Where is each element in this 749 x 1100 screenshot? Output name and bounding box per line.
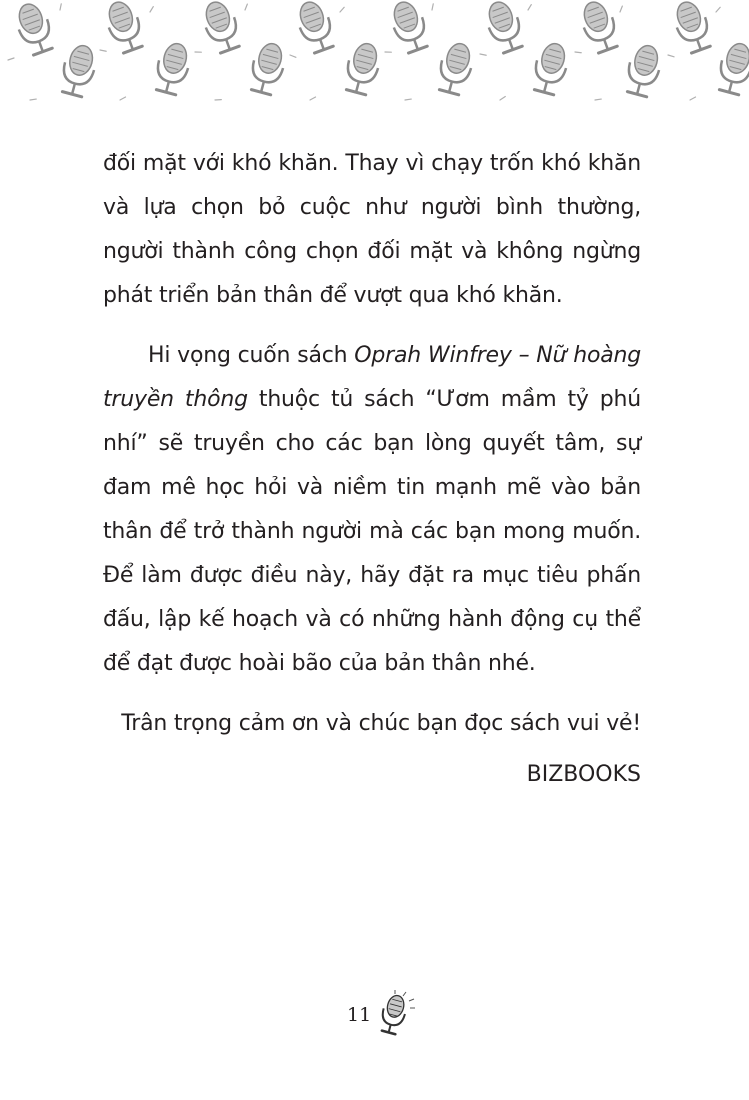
paragraph-2-intro: Hi vọng cuốn sách — [148, 343, 355, 368]
microphone-pattern-svg — [0, 0, 749, 108]
paragraph-1: đối mặt với khó khăn. Thay vì chạy trốn khó khăn và lựa chọn bỏ cuộc như người bình thường, người thành công chọn đối mặt và không ngừng phát triển bản thân để vượt qua khó khăn. — [103, 151, 641, 308]
page-footer — [345, 990, 425, 1040]
microphone-icon — [373, 990, 419, 1040]
main-text — [103, 142, 641, 790]
closing-line: Trân trọng cảm ơn và chúc bạn đọc sách vui vẻ! — [121, 711, 641, 736]
page-number: 11 — [347, 1004, 372, 1026]
publisher-signature: BIZBOOKS — [526, 762, 641, 787]
header-microphone-pattern — [0, 0, 749, 108]
book-title: Oprah Winfrey – Nữ hoàng truyền thông — [103, 343, 641, 412]
paragraph-2 — [103, 334, 641, 686]
paragraph-2-rest: thuộc tủ sách “Ươm mầm tỷ phú nhí” sẽ truyền cho các bạn lòng quyết tâm, sự đam mê học hỏi và niềm tin mạnh mẽ vào bản thân để trở thành người mà các bạn mong muốn. Để làm được điều này, hãy đặt ra mục tiêu phấn đấu, lập kế hoạch và có những hành động cụ thể để đạt được hoài bão của bản thân nhé. — [103, 387, 641, 676]
